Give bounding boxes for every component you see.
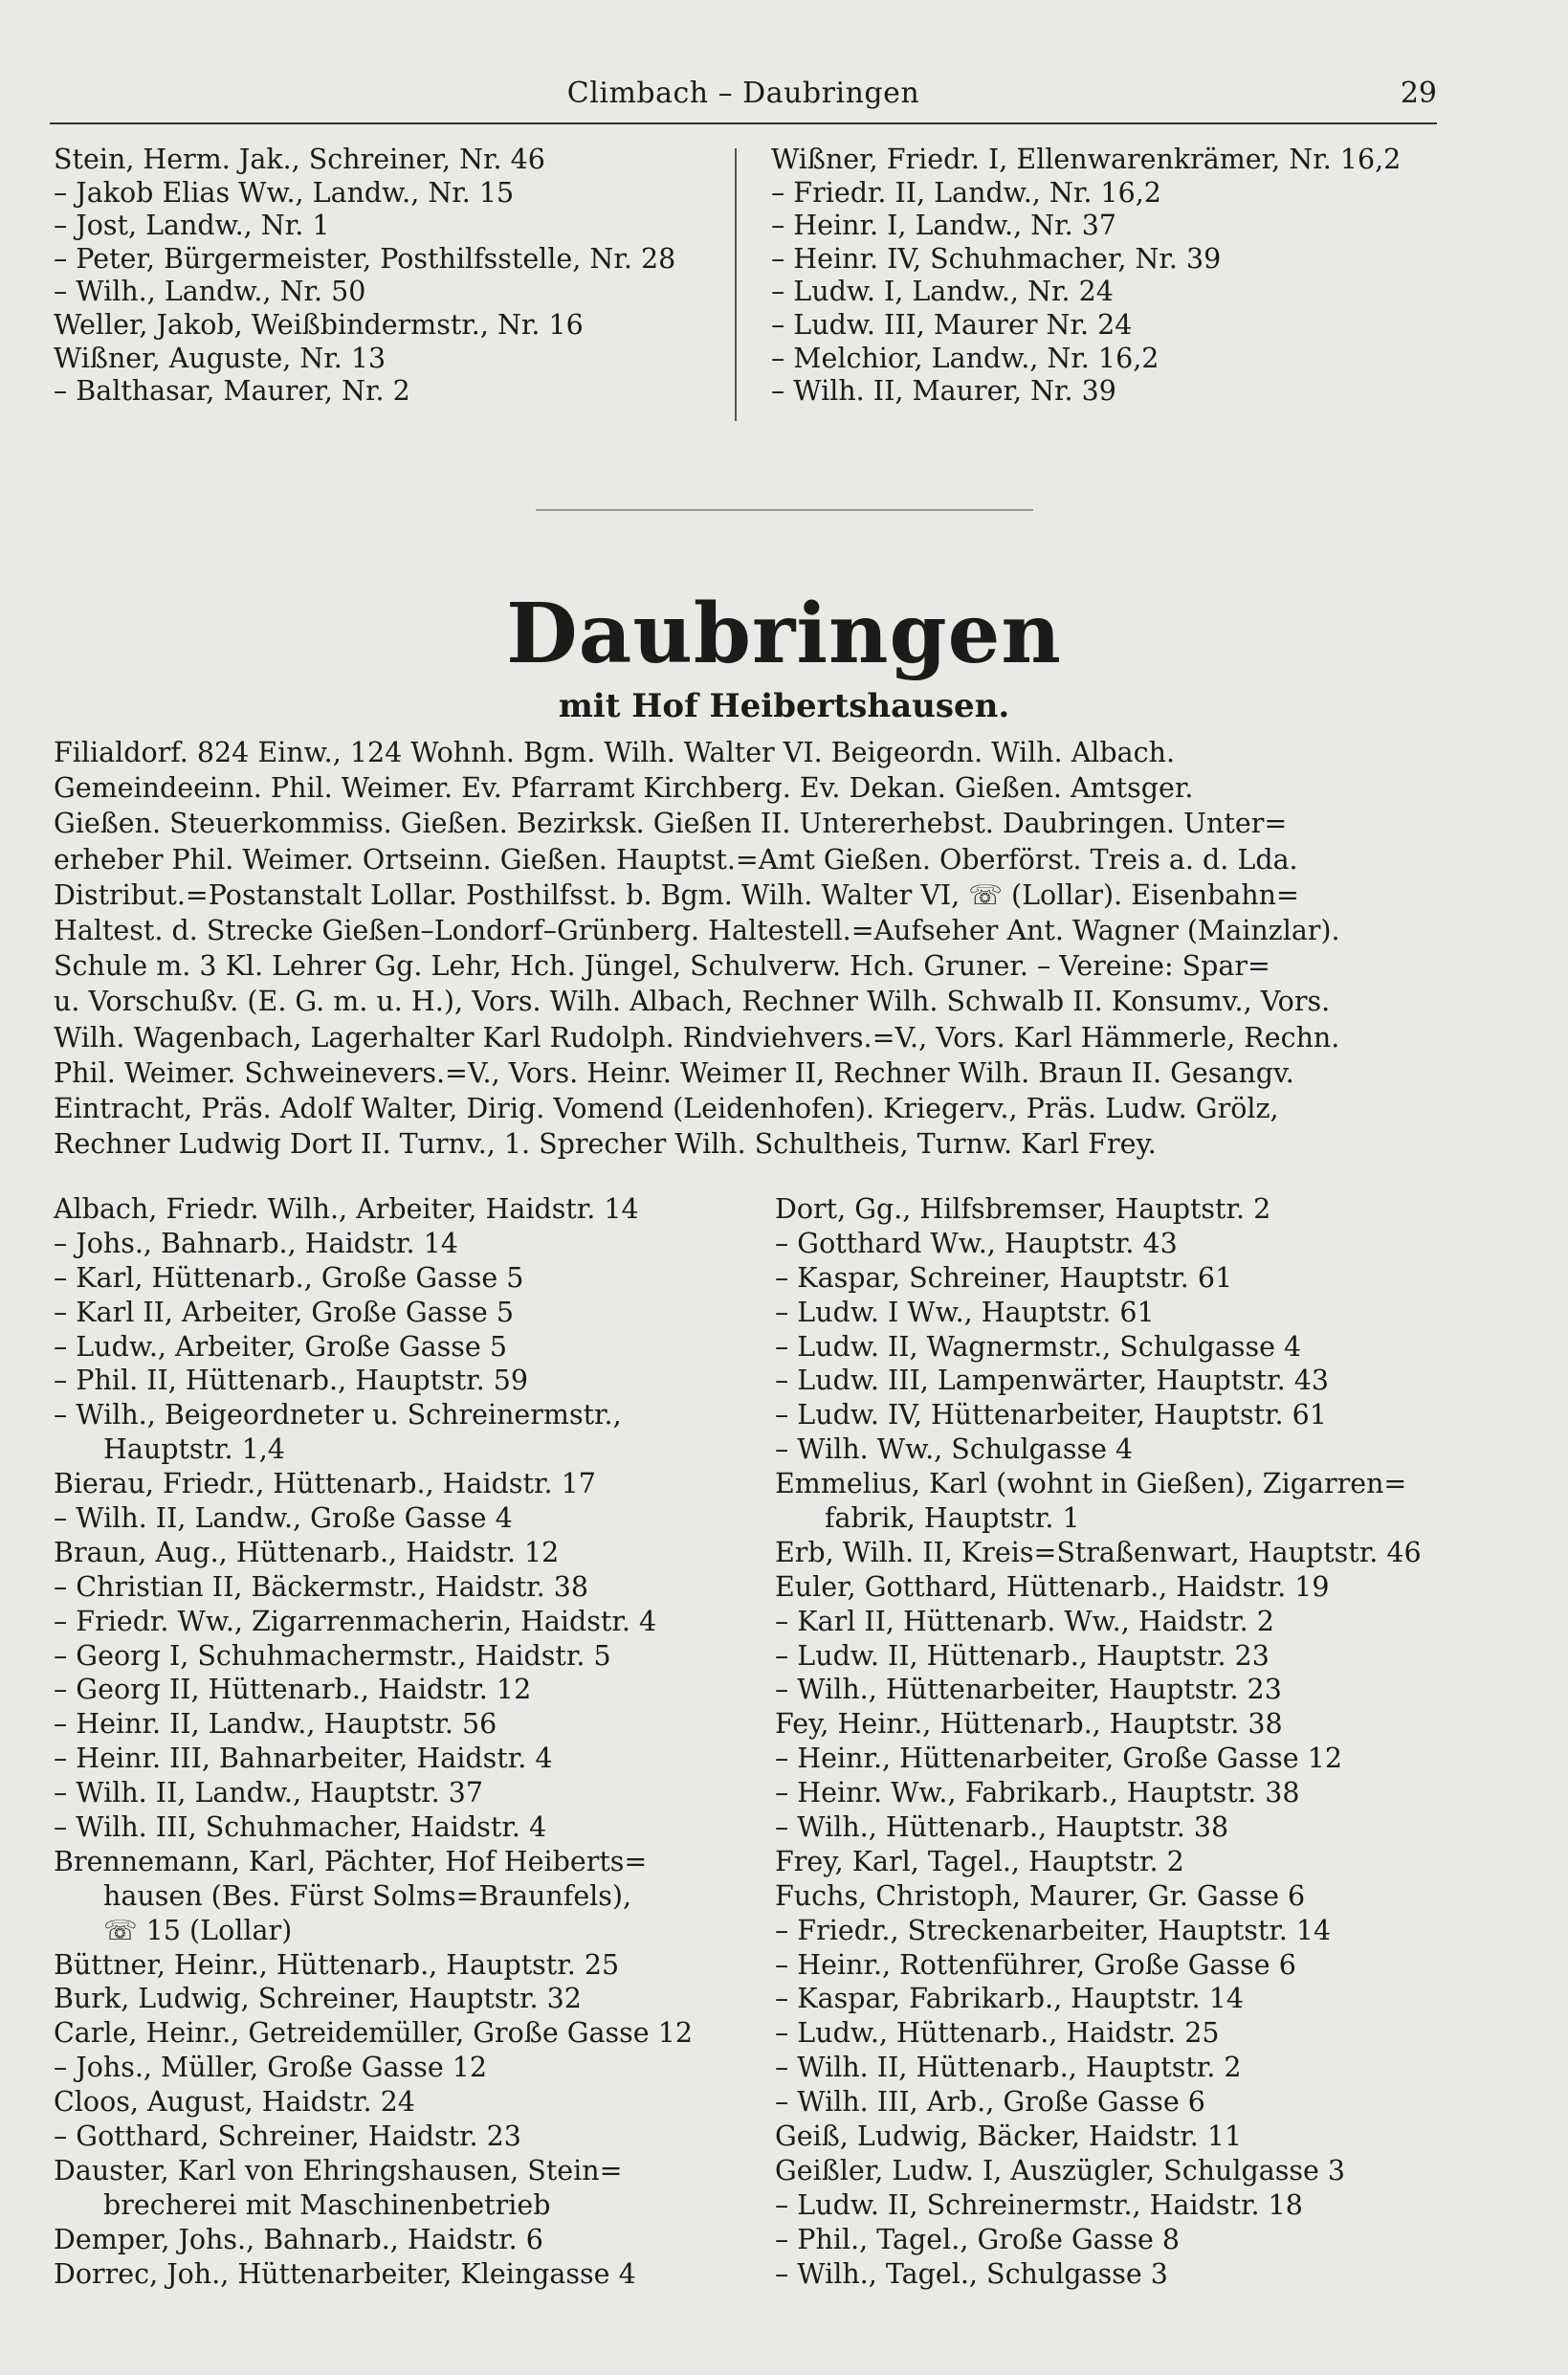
info-line: Distribut.=Postanstalt Lollar. Posthilfsst. b. Bgm. Wilh. Walter VI, ☏ (Lollar). Eisenbahn= [54, 878, 1299, 911]
list-item: Hauptstr. 1,4 [103, 1433, 285, 1466]
page-number: 29 [1400, 77, 1437, 110]
top-left-column [54, 144, 723, 409]
list-item: – Christian II, Bäckermstr., Haidstr. 38 [54, 1570, 589, 1603]
list-item: – Wilh., Landw., Nr. 50 [54, 276, 366, 308]
list-item: – Heinr. III, Bahnarbeiter, Haidstr. 4 [54, 1742, 553, 1775]
list-item: Emmelius, Karl (wohnt in Gießen), Zigarren= [775, 1468, 1407, 1500]
list-item: Albach, Friedr. Wilh., Arbeiter, Haidstr. 14 [54, 1193, 639, 1225]
list-item: – Johs., Müller, Große Gasse 12 [54, 2052, 488, 2084]
list-item: Carle, Heinr., Getreidemüller, Große Gasse 12 [54, 2017, 693, 2050]
list-item: ☏ 15 (Lollar) [103, 1914, 293, 1946]
list-item: – Friedr., Streckenarbeiter, Hauptstr. 14 [775, 1914, 1332, 1946]
list-item: – Heinr., Hüttenarbeiter, Große Gasse 12 [775, 1742, 1342, 1775]
list-item: – Ludw. IV, Hüttenarbeiter, Hauptstr. 61 [775, 1399, 1327, 1432]
list-item: – Ludw. I, Landw., Nr. 24 [771, 276, 1114, 308]
list-item: – Wilh. II, Landw., Hauptstr. 37 [54, 1777, 484, 1809]
list-item: – Karl II, Arbeiter, Große Gasse 5 [54, 1296, 514, 1328]
list-item: – Kaspar, Fabrikarb., Hauptstr. 14 [775, 1983, 1245, 2015]
list-item: Dort, Gg., Hilfsbremser, Hauptstr. 2 [775, 1193, 1271, 1225]
info-line: Haltest. d. Strecke Gießen–Londorf–Grünberg. Haltestell.=Aufseher Ant. Wagner (Mainzlar). [54, 914, 1340, 946]
info-line: u. Vorschußv. (E. G. m. u. H.), Vors. Wilh. Albach, Rechner Wilh. Schwalb II. Konsumv., Vors. [54, 986, 1331, 1018]
section-subtitle: mit Hof Heibertshausen. [558, 687, 1010, 725]
list-item: – Heinr. Ww., Fabrikarb., Hauptstr. 38 [775, 1777, 1300, 1809]
list-item: Cloos, August, Haidstr. 24 [54, 2086, 415, 2119]
list-item: – Balthasar, Maurer, Nr. 2 [54, 375, 410, 408]
list-item: – Heinr. IV, Schuhmacher, Nr. 39 [771, 242, 1222, 275]
list-item: – Phil., Tagel., Große Gasse 8 [775, 2223, 1181, 2255]
info-line: Wilh. Wagenbach, Lagerhalter Karl Rudolph. Rindviehvers.=V., Vors. Karl Hämmerle, Rechn. [54, 1021, 1340, 1054]
list-item: Geißler, Ludw. I, Auszügler, Schulgasse 3 [775, 2154, 1346, 2186]
list-item: – Kaspar, Schreiner, Hauptstr. 61 [775, 1261, 1233, 1294]
info-line: Eintracht, Präs. Adolf Walter, Dirig. Vomend (Leidenhofen). Kriegerv., Präs. Ludw. Grölz, [54, 1092, 1279, 1124]
list-item: – Gotthard, Schreiner, Haidstr. 23 [54, 2120, 521, 2153]
list-item: hausen (Bes. Fürst Solms=Braunfels), [103, 1879, 632, 1912]
list-item: brecherei mit Maschinenbetrieb [103, 2188, 551, 2221]
list-item: Dauster, Karl von Ehringshausen, Stein= [54, 2154, 623, 2186]
list-item: – Friedr. II, Landw., Nr. 16,2 [771, 176, 1161, 209]
list-item: Fuchs, Christoph, Maurer, Gr. Gasse 6 [775, 1879, 1306, 1912]
section-separator [536, 509, 1033, 511]
list-item: – Johs., Bahnarb., Haidstr. 14 [54, 1227, 458, 1259]
list-item: Demper, Johs., Bahnarb., Haidstr. 6 [54, 2223, 543, 2255]
list-item: – Heinr. I, Landw., Nr. 37 [771, 210, 1117, 242]
list-item: – Karl II, Hüttenarb. Ww., Haidstr. 2 [775, 1605, 1274, 1637]
list-item: Euler, Gotthard, Hüttenarb., Haidstr. 19 [775, 1570, 1330, 1603]
list-item: Burk, Ludwig, Schreiner, Hauptstr. 32 [54, 1983, 582, 2015]
list-item: – Wilh., Tagel., Schulgasse 3 [775, 2257, 1168, 2290]
list-item: – Wilh. II, Landw., Große Gasse 4 [54, 1502, 513, 1535]
list-item: – Wilh. Ww., Schulgasse 4 [775, 1433, 1134, 1466]
info-line: Filialdorf. 824 Einw., 124 Wohnh. Bgm. Wilh. Walter VI. Beigeordn. Wilh. Albach. [54, 737, 1176, 768]
bottom-right-column [775, 1192, 1445, 2292]
list-item: – Wilh., Hüttenarbeiter, Hauptstr. 23 [775, 1674, 1282, 1706]
list-item: fabrik, Hauptstr. 1 [825, 1502, 1080, 1535]
list-item: – Phil. II, Hüttenarb., Hauptstr. 59 [54, 1365, 529, 1397]
list-item: – Wilh., Beigeordneter u. Schreinermstr., [54, 1399, 622, 1432]
list-item: – Ludw. II, Wagnermstr., Schulgasse 4 [775, 1330, 1302, 1363]
list-item: – Wilh., Hüttenarb., Hauptstr. 38 [775, 1811, 1229, 1844]
header-rule [50, 122, 1437, 124]
page-header [50, 71, 1437, 119]
list-item: Weller, Jakob, Weißbindermstr., Nr. 16 [54, 308, 584, 341]
list-item: – Wilh. II, Hüttenarb., Hauptstr. 2 [775, 2052, 1242, 2084]
list-item: – Heinr. II, Landw., Hauptstr. 56 [54, 1708, 497, 1741]
list-item: – Peter, Bürgermeister, Posthilfsstelle, Nr. 28 [54, 242, 676, 275]
list-item: – Ludw. III, Maurer Nr. 24 [771, 308, 1133, 341]
list-item: – Ludw. II, Hüttenarb., Hauptstr. 23 [775, 1639, 1270, 1672]
list-item: Frey, Karl, Tagel., Hauptstr. 2 [775, 1845, 1184, 1877]
list-item: – Georg I, Schuhmachermstr., Haidstr. 5 [54, 1639, 611, 1672]
list-item: – Ludw. III, Lampenwärter, Hauptstr. 43 [775, 1365, 1330, 1397]
list-item: – Friedr. Ww., Zigarrenmacherin, Haidstr. 4 [54, 1605, 657, 1637]
list-item: – Wilh. III, Arb., Große Gasse 6 [775, 2086, 1205, 2119]
list-item: – Jost, Landw., Nr. 1 [54, 210, 330, 242]
running-title: Climbach – Daubringen [566, 77, 920, 110]
info-line: Gießen. Steuerkommiss. Gießen. Bezirksk. Gießen II. Untererhebst. Daubringen. Unter= [54, 808, 1288, 840]
list-item: – Karl, Hüttenarb., Große Gasse 5 [54, 1261, 524, 1294]
info-line: Rechner Ludwig Dort II. Turnv., 1. Sprecher Wilh. Schultheis, Turnw. Karl Frey. [54, 1128, 1157, 1161]
top-right-column [771, 144, 1441, 409]
list-item: Bierau, Friedr., Hüttenarb., Haidstr. 17 [54, 1468, 596, 1500]
list-item: – Georg II, Hüttenarb., Haidstr. 12 [54, 1674, 532, 1706]
list-item: Dorrec, Joh., Hüttenarbeiter, Kleingasse 4 [54, 2257, 636, 2290]
list-item: Büttner, Heinr., Hüttenarb., Hauptstr. 25 [54, 1948, 620, 1981]
list-item: – Ludw. I Ww., Hauptstr. 61 [775, 1296, 1155, 1328]
list-item: Brennemann, Karl, Pächter, Hof Heiberts= [54, 1845, 648, 1877]
list-item: Wißner, Auguste, Nr. 13 [54, 342, 386, 374]
list-item: – Gotthard Ww., Hauptstr. 43 [775, 1227, 1178, 1259]
list-item: – Jakob Elias Ww., Landw., Nr. 15 [54, 176, 515, 209]
list-item: – Ludw., Hüttenarb., Haidstr. 25 [775, 2017, 1220, 2050]
list-item: Wißner, Friedr. I, Ellenwarenkrämer, Nr. 16,2 [771, 144, 1402, 175]
list-item: – Wilh. II, Maurer, Nr. 39 [771, 375, 1116, 408]
info-line: Schule m. 3 Kl. Lehrer Gg. Lehr, Hch. Jüngel, Schulverw. Hch. Gruner. – Vereine: Spar= [54, 950, 1270, 983]
list-item: – Melchior, Landw., Nr. 16,2 [771, 342, 1159, 374]
info-line: Phil. Weimer. Schweinevers.=V., Vors. Heinr. Weimer II, Rechner Wilh. Braun II. Gesangv. [54, 1056, 1294, 1089]
list-item: – Ludw. II, Schreinermstr., Haidstr. 18 [775, 2188, 1303, 2221]
list-item: Fey, Heinr., Hüttenarb., Hauptstr. 38 [775, 1708, 1283, 1741]
info-line: erheber Phil. Weimer. Ortseinn. Gießen. Hauptst.=Amt Gießen. Oberförst. Treis a. d. Lda. [54, 843, 1298, 876]
list-item: – Wilh. III, Schuhmacher, Haidstr. 4 [54, 1811, 547, 1844]
info-line: Gemeindeeinn. Phil. Weimer. Ev. Pfarramt Kirchberg. Ev. Dekan. Gießen. Amtsger. [54, 772, 1194, 805]
list-item: Geiß, Ludwig, Bäcker, Haidstr. 11 [775, 2120, 1243, 2153]
list-item: Braun, Aug., Hüttenarb., Haidstr. 12 [54, 1536, 560, 1568]
list-item: Stein, Herm. Jak., Schreiner, Nr. 46 [54, 144, 545, 175]
section-title: Daubringen [506, 586, 1062, 682]
list-item: Erb, Wilh. II, Kreis=Straßenwart, Hauptstr. 46 [775, 1536, 1422, 1568]
column-divider [735, 148, 737, 421]
list-item: – Heinr., Rottenführer, Große Gasse 6 [775, 1948, 1296, 1981]
list-item: – Ludw., Arbeiter, Große Gasse 5 [54, 1330, 507, 1363]
village-info-paragraph [54, 735, 1441, 1162]
bottom-left-column [54, 1192, 742, 2292]
